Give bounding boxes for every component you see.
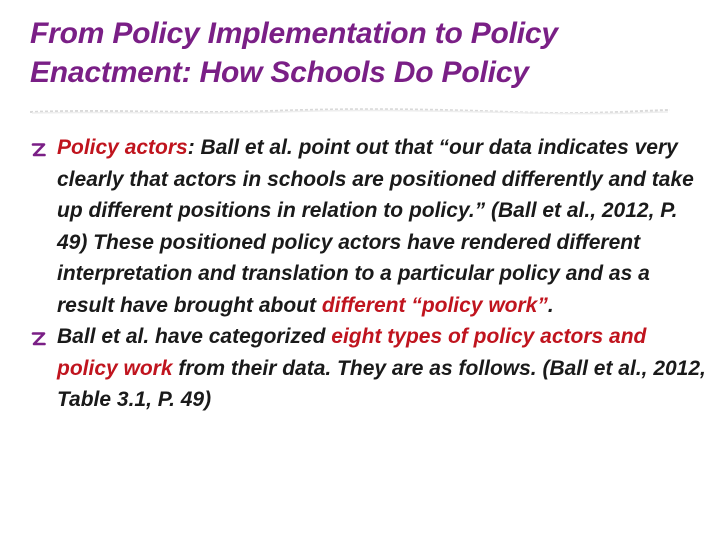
title-line-2: Enactment: How Schools Do Policy — [30, 56, 529, 89]
bullet-2 — [30, 321, 710, 416]
eight-types-term: eight types of policy actors and policy work — [57, 325, 647, 380]
z-bullet-icon — [30, 141, 47, 158]
policy-work-term: different “policy work” — [321, 293, 548, 317]
title-divider — [30, 106, 670, 116]
bullet-2-intro: Ball et al. have categorized — [57, 325, 332, 348]
slide-body — [30, 132, 710, 416]
bullet-2-text — [57, 325, 706, 411]
title-line-1: From Policy Implementation to Policy — [30, 17, 558, 50]
bullet-1-end: . — [547, 293, 554, 317]
bullet-2-body: from their data. They are as follows. (Ball et al., 2012, Table 3.1, P. 49) — [57, 356, 706, 411]
bullet-1-body: : Ball et al. point out that “our data indicates very clearly that actors in schools are positioned differently and take up different positions in relation to policy.” (Ball et al., 2012, P. 49) These positioned policy actors have rendered different interpretation and translation to a particular policy and as a result have brought about — [57, 136, 694, 317]
bullet-1 — [30, 132, 710, 321]
slide-title — [30, 14, 700, 92]
z-bullet-icon — [30, 330, 47, 347]
bullet-1-text — [57, 136, 694, 317]
policy-actors-term: Policy actors — [57, 136, 188, 159]
